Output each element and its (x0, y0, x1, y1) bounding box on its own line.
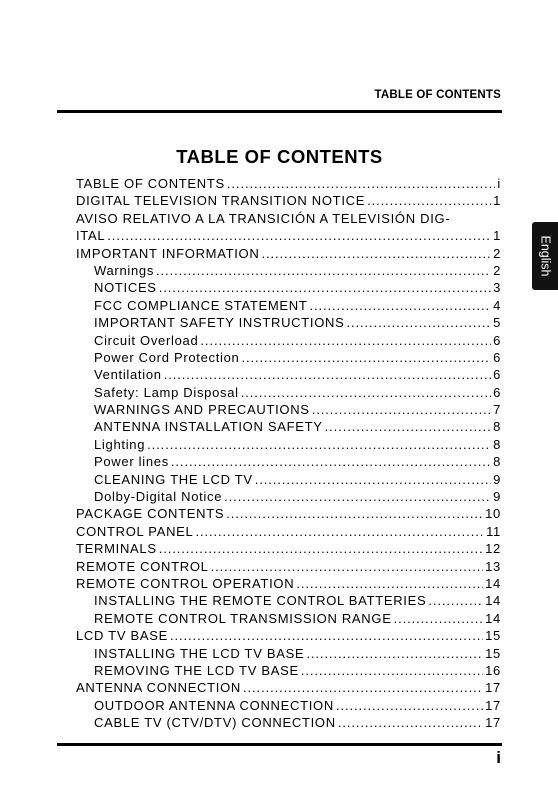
dot-leader (367, 193, 491, 208)
toc-subentry[interactable] (76, 611, 501, 628)
dot-leader (200, 333, 491, 348)
toc-entry[interactable] (76, 559, 501, 576)
dot-leader (159, 541, 483, 556)
toc-entry-page: 14 (485, 575, 501, 591)
toc-entry-title: IMPORTANT SAFETY INSTRUCTIONS (94, 315, 345, 331)
page-number: i (496, 748, 501, 767)
dot-leader (261, 246, 491, 261)
toc-entry[interactable] (76, 211, 501, 228)
toc-subentry[interactable] (76, 333, 501, 350)
toc-entry-page: 8 (493, 436, 501, 452)
toc-entry-page: 6 (493, 384, 501, 400)
toc-entry-page: 8 (493, 454, 501, 470)
toc-entry-page: i (497, 176, 501, 191)
toc-entry-title: FCC COMPLIANCE STATEMENT (94, 297, 308, 313)
toc-entry[interactable] (76, 680, 501, 697)
toc-entry-page: 6 (493, 332, 501, 348)
toc-entry-title: ANTENNA INSTALLATION SAFETY (94, 419, 323, 435)
toc-entry-page: 2 (493, 262, 501, 278)
toc-entry-page: 9 (493, 489, 501, 505)
toc-subentry[interactable] (76, 350, 501, 367)
dot-leader (195, 524, 484, 539)
toc-entry-page: 17 (485, 697, 501, 713)
toc-entry-title: TABLE OF CONTENTS (76, 176, 225, 191)
toc-entry[interactable] (76, 228, 501, 245)
toc-entry-title: Power Cord Protection (94, 349, 240, 365)
toc-subentry[interactable] (76, 489, 501, 506)
dot-leader (171, 454, 491, 469)
dot-leader (241, 350, 491, 365)
dot-leader (310, 298, 492, 313)
toc-entry-title: REMOTE CONTROL OPERATION (76, 575, 295, 591)
dot-leader (107, 228, 491, 243)
table-of-contents (76, 176, 501, 733)
dot-leader (255, 472, 491, 487)
toc-subentry[interactable] (76, 263, 501, 280)
dot-leader (211, 559, 484, 574)
toc-entry-page: 4 (493, 297, 501, 313)
dot-leader (227, 176, 496, 191)
toc-entry-page: 9 (493, 471, 501, 487)
toc-subentry[interactable] (76, 715, 501, 732)
toc-subentry[interactable] (76, 385, 501, 402)
toc-entry-title: Circuit Overload (94, 332, 199, 348)
toc-entry-title: ITAL (76, 228, 106, 244)
toc-subentry[interactable] (76, 698, 501, 715)
toc-entry-page: 12 (485, 541, 501, 557)
toc-entry-page: 11 (486, 523, 501, 539)
dot-leader (325, 419, 491, 434)
toc-subentry[interactable] (76, 419, 501, 436)
toc-entry[interactable] (76, 246, 501, 263)
dot-leader (224, 489, 491, 504)
toc-entry-title: Ventilation (94, 367, 162, 383)
toc-entry-title: Warnings (94, 262, 155, 278)
dot-leader (346, 315, 491, 330)
toc-entry-page: 2 (493, 245, 501, 261)
toc-subentry[interactable] (76, 663, 501, 680)
dot-leader (226, 506, 483, 521)
dot-leader (243, 680, 483, 695)
toc-entry-title: AVISO RELATIVO A LA TRANSICIÓN A TELEVISIÓN DIG- (76, 210, 451, 226)
dot-leader (147, 437, 491, 452)
toc-entry[interactable] (76, 576, 501, 593)
toc-entry-page: 1 (493, 228, 501, 244)
page-title: TABLE OF CONTENTS (176, 146, 383, 167)
toc-entry-title: TERMINALS (76, 541, 157, 557)
toc-entry-title: WARNINGS AND PRECAUTIONS (94, 402, 310, 418)
toc-entry-title: INSTALLING THE LCD TV BASE (94, 645, 305, 661)
toc-entry-title: REMOVING THE LCD TV BASE (94, 662, 299, 678)
toc-subentry[interactable] (76, 472, 501, 489)
toc-entry-page: 14 (485, 610, 501, 626)
toc-entry-page: 17 (485, 680, 501, 696)
toc-entry-title: Safety: Lamp Disposal (94, 384, 239, 400)
toc-entry-page: 13 (485, 558, 501, 574)
toc-entry[interactable] (76, 193, 501, 210)
language-tab[interactable] (532, 222, 558, 290)
toc-entry[interactable] (76, 541, 501, 558)
header-rule (57, 110, 502, 113)
toc-entry-title: Power lines (94, 454, 169, 470)
toc-entry-title: REMOTE CONTROL (76, 558, 209, 574)
toc-entry-title: ANTENNA CONNECTION (76, 680, 242, 696)
toc-subentry[interactable] (76, 454, 501, 471)
dot-leader (164, 367, 491, 382)
running-header: TABLE OF CONTENTS (374, 89, 501, 101)
toc-entry[interactable] (76, 628, 501, 645)
footer-rule (57, 743, 502, 746)
toc-entry-page: 1 (493, 193, 501, 209)
toc-entry-title: NOTICES (94, 280, 157, 296)
toc-entry-title: INSTALLING THE REMOTE CONTROL BATTERIES (94, 593, 427, 609)
dot-leader (156, 263, 491, 278)
dot-leader (336, 698, 483, 713)
toc-entry[interactable] (76, 176, 501, 193)
toc-entry-page: 14 (485, 593, 501, 609)
toc-subentry[interactable] (76, 402, 501, 419)
dot-leader (301, 663, 483, 678)
dot-leader (428, 593, 483, 608)
toc-entry[interactable] (76, 524, 501, 541)
dot-leader (296, 576, 483, 591)
dot-leader (170, 628, 483, 643)
toc-entry-page: 10 (485, 506, 501, 522)
toc-subentry[interactable] (76, 280, 501, 297)
dot-leader (241, 385, 491, 400)
toc-subentry[interactable] (76, 646, 501, 663)
toc-entry-page: 15 (485, 628, 501, 644)
toc-subentry[interactable] (76, 593, 501, 610)
toc-entry-title: DIGITAL TELEVISION TRANSITION NOTICE (76, 193, 366, 209)
toc-entry-title: Dolby-Digital Notice (94, 489, 223, 505)
toc-entry-title: OUTDOOR ANTENNA CONNECTION (94, 697, 334, 713)
toc-subentry[interactable] (76, 315, 501, 332)
toc-subentry[interactable] (76, 437, 501, 454)
toc-entry-title: Lighting (94, 436, 146, 452)
toc-entry-title: CABLE TV (CTV/DTV) CONNECTION (94, 715, 336, 731)
toc-subentry[interactable] (76, 298, 501, 315)
toc-entry-page: 6 (493, 349, 501, 365)
toc-subentry[interactable] (76, 367, 501, 384)
dot-leader (338, 715, 483, 730)
toc-entry-title: LCD TV BASE (76, 628, 168, 644)
toc-entry-page: 5 (493, 315, 501, 331)
dot-leader (159, 280, 491, 295)
toc-entry-title: REMOTE CONTROL TRANSMISSION RANGE (94, 610, 392, 626)
toc-entry-title: PACKAGE CONTENTS (76, 506, 225, 522)
toc-entry-page: 8 (493, 419, 501, 435)
dot-leader (306, 646, 483, 661)
language-tab-label: English (538, 235, 552, 277)
toc-entry-title: IMPORTANT INFORMATION (76, 245, 260, 261)
dot-leader (394, 611, 484, 626)
dot-leader (312, 402, 491, 417)
toc-entry-page: 17 (485, 715, 501, 731)
toc-entry-title: CONTROL PANEL (76, 523, 194, 539)
toc-entry-page: 7 (493, 402, 501, 418)
toc-entry-page: 6 (493, 367, 501, 383)
toc-entry-title: CLEANING THE LCD TV (94, 471, 253, 487)
toc-entry[interactable] (76, 506, 501, 523)
toc-entry-page: 16 (485, 662, 501, 678)
toc-entry-page: 3 (493, 280, 501, 296)
toc-entry-page: 15 (485, 645, 501, 661)
